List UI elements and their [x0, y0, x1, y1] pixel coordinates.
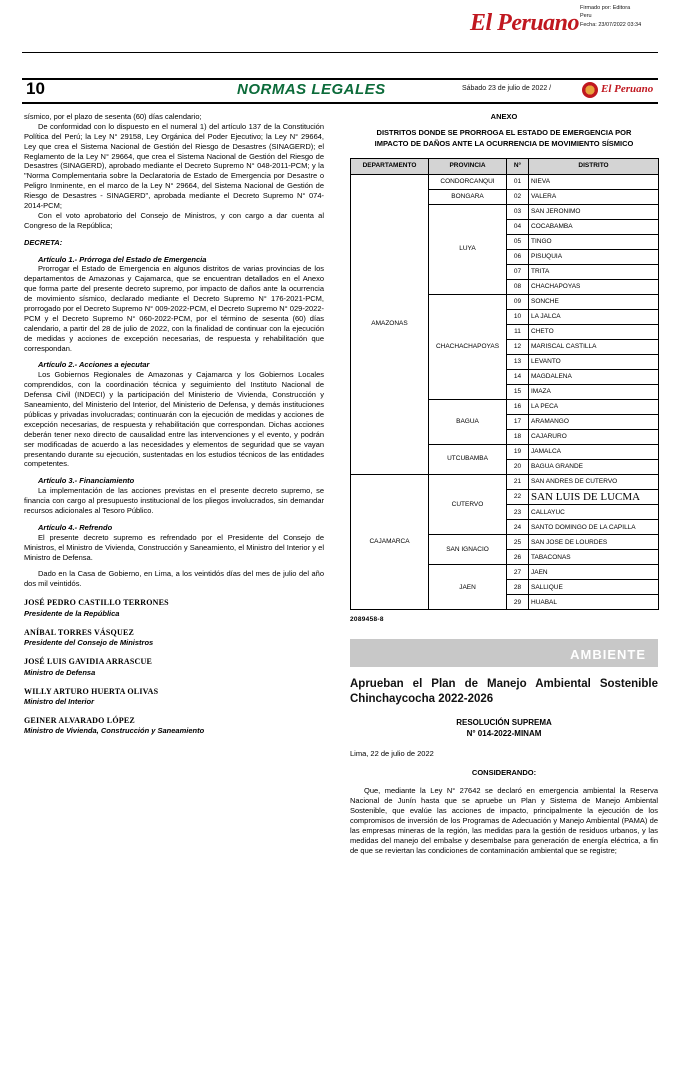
- article-1-title: Artículo 1.- Prórroga del Estado de Emergencia: [38, 254, 207, 264]
- cell-departamento: CAJAMARCA: [351, 474, 429, 610]
- cell-provincia: CHACHACHAPOYAS: [429, 294, 507, 399]
- signature-block: [24, 598, 324, 618]
- cell-distrito: SAN ANDRES DE CUTERVO: [529, 474, 659, 489]
- annex-subtitle: DISTRITOS DONDE SE PRORROGA EL ESTADO DE EMERGENCIA POR IMPACTO DE DAÑOS ANTE LA OCURRENCIA DE MOVIMIENTO SÍSMICO: [374, 127, 634, 148]
- cell-provincia: JAEN: [429, 565, 507, 610]
- left-column: [24, 112, 324, 736]
- cell-distrito: CHETO: [529, 324, 659, 339]
- brand-logo: [582, 80, 658, 100]
- article-4-title: Artículo 4.- Refrendo: [38, 522, 113, 532]
- cell-distrito: VALERA: [529, 189, 659, 204]
- cell-numero: 21: [507, 474, 529, 489]
- article-2-title: Artículo 2.- Acciones a ejecutar: [38, 360, 150, 370]
- divider: [22, 52, 658, 53]
- cell-numero: 01: [507, 174, 529, 189]
- signatory-role: Ministro de Defensa: [24, 667, 96, 677]
- cell-distrito: TABACONAS: [529, 550, 659, 565]
- cell-numero: 13: [507, 354, 529, 369]
- cell-distrito: JAEN: [529, 565, 659, 580]
- resolution-kind-text: RESOLUCIÓN SUPREMA: [456, 717, 552, 727]
- cell-numero: 22: [507, 489, 529, 505]
- paragraph: De conformidad con lo dispuesto en el numeral 1) del artículo 137 de la Constitución Política del Perú; la Ley N° 29158, Ley Orgánica del Poder Ejecutivo; la Ley N° 29664, Ley que crea el Sistema Nacional de Gestión del Riesgo de Desastres (SINAGERD); el Reglamento de la Ley N° 29664, que crea el Sistema Nacional de Gestión del Riesgo de Desastres (SINAGERD), aprobado mediante el Decreto Supremo N° 048-2011-PCM; y la "Norma Complementaria sobre la Declaratoria de Estado de Emergencia por Desastre o Peligro Inminente, en el marco de la Ley N° 29664, del Sistema Nacional de Gestión de Riesgo de Desastres - SINAGERD", aprobada mediante el Decreto Supremo N° 074-2014-PCM;: [24, 121, 324, 211]
- signatory-name: JOSÉ PEDRO CASTILLO TERRONES: [24, 598, 169, 608]
- cell-distrito: SAN LUIS DE LUCMA: [529, 489, 659, 505]
- signatory-role: Ministro del Interior: [24, 697, 95, 707]
- table-row: [351, 174, 659, 189]
- cell-distrito: SAN JOSE DE LOURDES: [529, 535, 659, 550]
- cell-distrito: SANTO DOMINGO DE LA CAPILLA: [529, 520, 659, 535]
- cell-provincia: CONDORCANQUI: [429, 174, 507, 189]
- resolution-kind: [350, 718, 658, 740]
- section-band-ambiente: [350, 639, 658, 667]
- cell-numero: 27: [507, 565, 529, 580]
- resolution-city-date: Lima, 22 de julio de 2022: [350, 749, 434, 759]
- districts-table-body: [351, 174, 659, 610]
- cell-numero: 14: [507, 369, 529, 384]
- cell-distrito: CHACHAPOYAS: [529, 279, 659, 294]
- article-1-body: Prorrogar el Estado de Emergencia en algunos distritos de varias provincias de los departamentos de Amazonas y Cajamarca, que se encuentran detallados en el Anexo que forma parte del presente decreto supremo, por impacto de daños ante la ocurrencia de movimiento sísmico, declarado mediante el Decreto Supremo N° 176-2021-PCM, prorrogado por el Decreto Supremo N° 009-2022-PCM, el Decreto Supremo N° 029-2022-PCM y el Decreto Supremo N° 060-2022-PCM, por el término de sesenta (60) días calendario, a partir del 28 de julio de 2022, con la finalidad de continuar con la ejecución de medidas y acciones de excepción necesarias, de respuesta y rehabilitación que correspondan.: [24, 264, 324, 353]
- col-provincia: PROVINCIA: [429, 158, 507, 174]
- cell-numero: 03: [507, 204, 529, 219]
- page-header: [22, 78, 658, 104]
- cell-numero: 08: [507, 279, 529, 294]
- cell-provincia: CUTERVO: [429, 474, 507, 535]
- table-row: [351, 474, 659, 489]
- header-rule-bottom: [22, 102, 658, 104]
- cell-distrito: JAMALCA: [529, 444, 659, 459]
- signature-stamp: [580, 4, 676, 29]
- signatory-role: Presidente de la República: [24, 608, 120, 618]
- cell-numero: 04: [507, 219, 529, 234]
- signature-line-1: Firmado por: Editora: [580, 5, 631, 11]
- cell-numero: 29: [507, 595, 529, 610]
- section-band-label: AMBIENTE: [570, 646, 646, 662]
- signature-block: [24, 716, 324, 736]
- cell-numero: 25: [507, 535, 529, 550]
- cell-distrito: ARAMANGO: [529, 414, 659, 429]
- cell-numero: 12: [507, 339, 529, 354]
- cell-numero: 07: [507, 264, 529, 279]
- signature-block: [24, 628, 324, 648]
- paragraph: Con el voto aprobatorio del Consejo de Ministros, y con cargo a dar cuenta al Congreso de la República;: [24, 210, 324, 230]
- cell-numero: 09: [507, 294, 529, 309]
- signature-line-2: Peru: [580, 13, 592, 20]
- cell-distrito: NIEVA: [529, 174, 659, 189]
- cell-numero: 16: [507, 399, 529, 414]
- cell-distrito: MAGDALENA: [529, 369, 659, 384]
- signatory-role: Ministro de Vivienda, Construcción y Saneamiento: [24, 726, 205, 736]
- cell-provincia: SAN IGNACIO: [429, 535, 507, 565]
- annex-title: ANEXO: [490, 112, 518, 121]
- resolution-body: Que, mediante la Ley N° 27642 se declaró en emergencia ambiental la Reserva Nacional de Junín hasta que se apruebe un Plan y Sistema de Manejo Ambiental Sostenible, que evalúe las acciones de impacto, principalmente la ejecución de los compromisos de inversión de los Programas de Adecuación y Manejo Ambiental (PAMA) de las empresas mineras de la región, las medidas para la gestión de residuos urbanos, y las medidas del manejo del embalse y desembalse para generación de energía eléctrica, a fin de que se reviertan las condiciones de contaminación ambiental que se registre;: [350, 786, 658, 855]
- cell-distrito: IMAZA: [529, 384, 659, 399]
- page-number: 10: [26, 79, 45, 98]
- cell-numero: 15: [507, 384, 529, 399]
- signatory-name: JOSÉ LUIS GAVIDIA ARRASCUE: [24, 657, 152, 667]
- signature-line-3: Fecha: 23/07/2022 03:34: [580, 21, 642, 28]
- cell-distrito: LA PECA: [529, 399, 659, 414]
- cell-numero: 18: [507, 429, 529, 444]
- cell-numero: 17: [507, 414, 529, 429]
- cell-numero: 06: [507, 249, 529, 264]
- article-3-title: Artículo 3.- Financiamiento: [38, 476, 135, 486]
- cell-distrito: LEVANTO: [529, 354, 659, 369]
- cell-provincia: BAGUA: [429, 399, 507, 444]
- right-column: [350, 112, 658, 856]
- cell-distrito: CAJARURO: [529, 429, 659, 444]
- closing-paragraph: Dado en la Casa de Gobierno, en Lima, a los veintidós días del mes de julio del año dos mil veintidós.: [24, 569, 324, 589]
- cell-numero: 20: [507, 459, 529, 474]
- cell-numero: 11: [507, 324, 529, 339]
- cell-distrito: MARISCAL CASTILLA: [529, 339, 659, 354]
- resolution-number: N° 014-2022-MINAM: [466, 728, 542, 738]
- signatory-name: ANÍBAL TORRES VÁSQUEZ: [24, 627, 135, 637]
- digital-signature-area: [0, 0, 679, 52]
- signatory-name: WILLY ARTURO HUERTA OLIVAS: [24, 686, 159, 696]
- article-2-body: Los Gobiernos Regionales de Amazonas y Cajamarca y los Gobiernos Locales comprendidos, con la coordinación técnica y seguimiento del Instituto Nacional de Defensa Civil (INDECI) y la participación del Ministerio de Vivienda, Construcción y Saneamiento, del Ministerio del Interior, del Ministerio de Defensa, y demás instituciones públicas y privadas involucradas; continuarán con la ejecución de medidas y acciones de excepción necesarias, de respuesta y rehabilitación que correspondan. Dichas acciones deberán tener nexo directo de causalidad entre las intervenciones y el evento, y podrán ser modificadas de acuerdo a las necesidades y elementos de seguridad que se vayan presentando durante su ejecución, sustentadas en los estudios técnicos de las entidades competentes.: [24, 370, 324, 469]
- cell-provincia: UTCUBAMBA: [429, 444, 507, 474]
- signatory-name: GEINER ALVARADO LÓPEZ: [24, 715, 135, 725]
- col-distrito: DISTRITO: [529, 158, 659, 174]
- considerando-heading: CONSIDERANDO:: [471, 768, 537, 778]
- document-code: 2089458-8: [350, 616, 384, 624]
- decreta-heading: DECRETA:: [24, 237, 63, 247]
- cell-numero: 19: [507, 444, 529, 459]
- cell-distrito: TINGO: [529, 234, 659, 249]
- resolution-title: Aprueban el Plan de Manejo Ambiental Sostenible Chinchaycocha 2022-2026: [350, 677, 658, 706]
- cell-distrito: CALLAYUC: [529, 505, 659, 520]
- paragraph: sísmico, por el plazo de sesenta (60) días calendario;: [24, 112, 202, 121]
- cell-numero: 26: [507, 550, 529, 565]
- cell-numero: 23: [507, 505, 529, 520]
- header-rule-top: [22, 78, 658, 80]
- cell-distrito: LA JALCA: [529, 309, 659, 324]
- cell-numero: 05: [507, 234, 529, 249]
- cell-numero: 02: [507, 189, 529, 204]
- cell-departamento: AMAZONAS: [351, 174, 429, 474]
- signature-block: [24, 657, 324, 677]
- col-departamento: DEPARTAMENTO: [351, 158, 429, 174]
- cell-distrito: SONCHE: [529, 294, 659, 309]
- masthead-logo: El Peruano: [470, 10, 580, 36]
- signature-block: [24, 687, 324, 707]
- cell-distrito: SAN JERONIMO: [529, 204, 659, 219]
- cell-distrito: SALLIQUE: [529, 580, 659, 595]
- districts-table: [350, 158, 659, 611]
- cell-distrito: TRITA: [529, 264, 659, 279]
- cell-provincia: LUYA: [429, 204, 507, 294]
- cell-distrito: BAGUA GRANDE: [529, 459, 659, 474]
- cell-numero: 28: [507, 580, 529, 595]
- brand-name: El Peruano: [601, 83, 654, 95]
- section-title: NORMAS LEGALES: [237, 81, 386, 98]
- cell-distrito: COCABAMBA: [529, 219, 659, 234]
- sun-icon: [582, 82, 598, 98]
- article-3-body: La implementación de las acciones previstas en el presente decreto supremo, se financia con cargo al presupuesto institucional de los pliegos involucrados, sin demandar recursos adicionales al Tesoro Público.: [24, 486, 324, 515]
- cell-numero: 24: [507, 520, 529, 535]
- cell-numero: 10: [507, 309, 529, 324]
- col-numero: N°: [507, 158, 529, 174]
- article-4-body: El presente decreto supremo es refrendado por el Presidente del Consejo de Ministros, el Ministro de Vivienda, Construcción y Saneamiento, el Ministro del Interior y el Ministro de Defensa.: [24, 532, 324, 562]
- cell-distrito: PISUQUIA: [529, 249, 659, 264]
- cell-provincia: BONGARA: [429, 189, 507, 204]
- signatory-role: Presidente del Consejo de Ministros: [24, 638, 154, 648]
- cell-distrito: HUABAL: [529, 595, 659, 610]
- table-header-row: [351, 158, 659, 174]
- issue-date: Sábado 23 de julio de 2022 /: [462, 85, 552, 92]
